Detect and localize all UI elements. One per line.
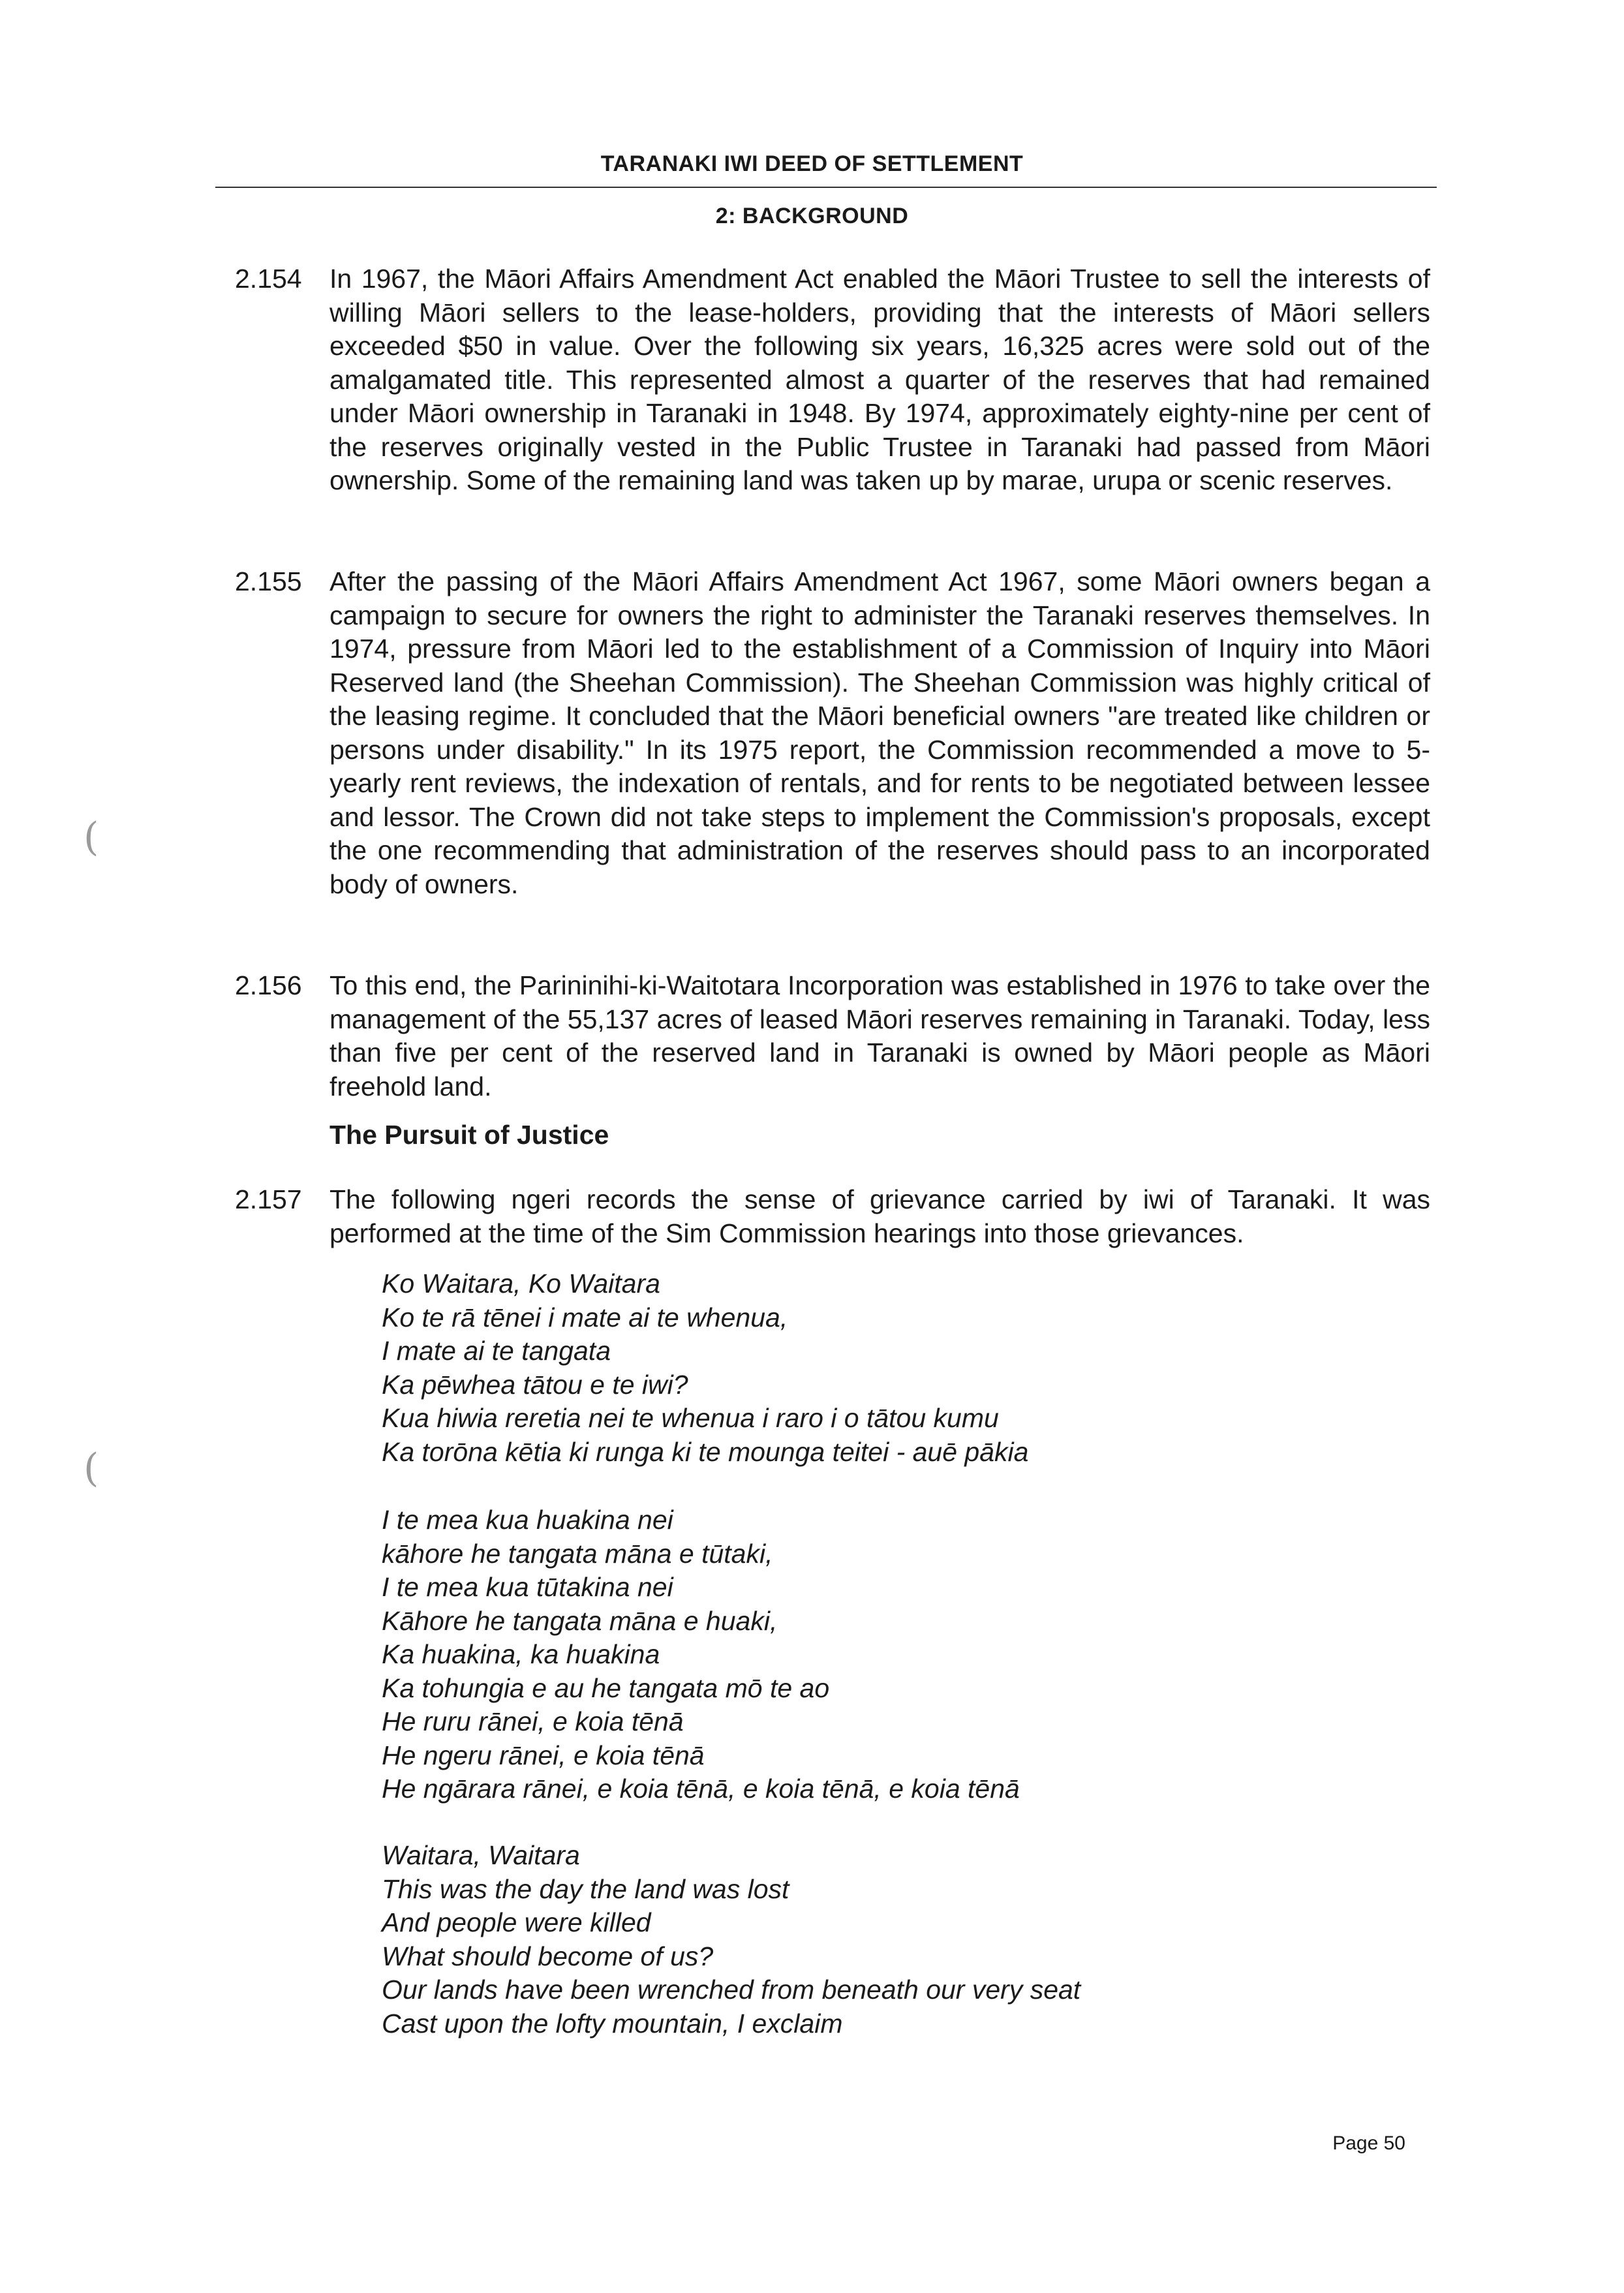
paragraph-text: After the passing of the Māori Affairs Amendment Act 1967, some Māori owners began a campaign to secure for owners the right to administer the Taranaki reserves themselves. In 1974, pressure from Māori led to the establishment of a Commission of Inquiry into Māori Reserved land (the Sheehan Commission). The Sheehan Commission was highly critical of the leasing regime. It concluded that the Māori beneficial owners "are treated like children or persons under disability." In its 1975 report, the Commission recommended a move to 5-yearly rent reviews, the indexation of rentals, and for rents to be negotiated between lessee and lessor. The Crown did not take steps to implement the Commission's proposals, except the one recommending that administration of the reserves should pass to an incorporated body of owners. bbox=[329, 566, 1430, 899]
poem-line: Ko Waitara, Ko Waitara bbox=[382, 1269, 660, 1299]
document-title: TARANAKI IWI DEED OF SETTLEMENT bbox=[600, 151, 1024, 176]
paragraph-2-154 bbox=[235, 262, 1430, 498]
paragraph-number: 2.157 bbox=[235, 1184, 302, 1214]
paragraph-2-155 bbox=[235, 565, 1430, 901]
poem-line: Cast upon the lofty mountain, I exclaim bbox=[382, 2008, 843, 2039]
poem-line: He ngārara rānei, e koia tēnā, e koia tēnā, e koia tēnā bbox=[382, 1774, 1020, 1804]
poem-line: Ka huakina, ka huakina bbox=[382, 1639, 660, 1669]
poem-stanza-1 bbox=[382, 1267, 1295, 1469]
poem-stanza-2 bbox=[382, 1503, 1295, 1806]
poem-stanza-3 bbox=[382, 1839, 1295, 2040]
poem-line: Kāhore he tangata māna e huaki, bbox=[382, 1605, 778, 1636]
subheading: The Pursuit of Justice bbox=[329, 1120, 609, 1150]
paragraph-2-157 bbox=[235, 1183, 1430, 1250]
poem-line: Our lands have been wrenched from beneath our very seat bbox=[382, 1975, 1081, 2005]
poem-line: kāhore he tangata māna e tūtaki, bbox=[382, 1538, 773, 1569]
paragraph-text: To this end, the Parininihi-ki-Waitotara Incorporation was established in 1976 to take over the management of the 55,137 acres of leased Māori reserves remaining in Taranaki. Today, less than five per cent of the reserved land in Taranaki is owned by Māori people as Māori freehold land. bbox=[329, 970, 1430, 1101]
poem-line: What should become of us? bbox=[382, 1941, 714, 1971]
poem-line: I mate ai te tangata bbox=[382, 1336, 611, 1366]
paragraph-number: 2.156 bbox=[235, 970, 302, 1000]
binding-hole-mark: ( bbox=[84, 814, 99, 860]
section-title: 2: BACKGROUND bbox=[715, 204, 909, 228]
poem-line: He ruru rānei, e koia tēnā bbox=[382, 1706, 684, 1736]
poem-line: Kua hiwia reretia nei te whenua i raro i o tātou kumu bbox=[382, 1403, 999, 1433]
poem-line: Ka pēwhea tātou e te iwi? bbox=[382, 1369, 688, 1400]
paragraph-2-156 bbox=[235, 969, 1430, 1103]
paragraph-text: In 1967, the Māori Affairs Amendment Act enabled the Māori Trustee to sell the interests of willing Māori sellers to the lease-holders, providing that the interests of Māori sellers exceeded $50 in value. Over the following six years, 16,325 acres were sold out of the amalgamated title. This represented almost a quarter of the reserves that had remained under Māori ownership in Taranaki in 1948. By 1974, approximately eighty-nine per cent of the reserves originally vested in the Public Trustee in Taranaki had passed from Māori ownership. Some of the remaining land was taken up by marae, urupa or scenic reserves. bbox=[329, 264, 1430, 495]
paragraph-number: 2.154 bbox=[235, 264, 302, 294]
paragraph-text: The following ngeri records the sense of grievance carried by iwi of Taranaki. It was performed at the time of the Sim Commission hearings into those grievances. bbox=[329, 1184, 1430, 1248]
poem-line: This was the day the land was lost bbox=[382, 1873, 789, 1904]
poem-line: I te mea kua tūtakina nei bbox=[382, 1572, 673, 1602]
poem-line: And people were killed bbox=[382, 1907, 651, 1937]
page-number: Page 50 bbox=[1332, 2132, 1405, 2154]
poem-line: Waitara, Waitara bbox=[382, 1840, 580, 1870]
poem-line: He ngeru rānei, e koia tēnā bbox=[382, 1740, 705, 1770]
poem-line: Ka tohungia e au he tangata mō te ao bbox=[382, 1672, 830, 1703]
poem-line: Ko te rā tēnei i mate ai te whenua, bbox=[382, 1302, 788, 1332]
poem-line: Ka torōna kētia ki runga ki te mounga teitei - auē pākia bbox=[382, 1436, 1029, 1467]
header-divider bbox=[215, 187, 1437, 188]
paragraph-number: 2.155 bbox=[235, 566, 302, 596]
binding-hole-mark: ( bbox=[84, 1445, 99, 1491]
poem-line: I te mea kua huakina nei bbox=[382, 1505, 673, 1535]
